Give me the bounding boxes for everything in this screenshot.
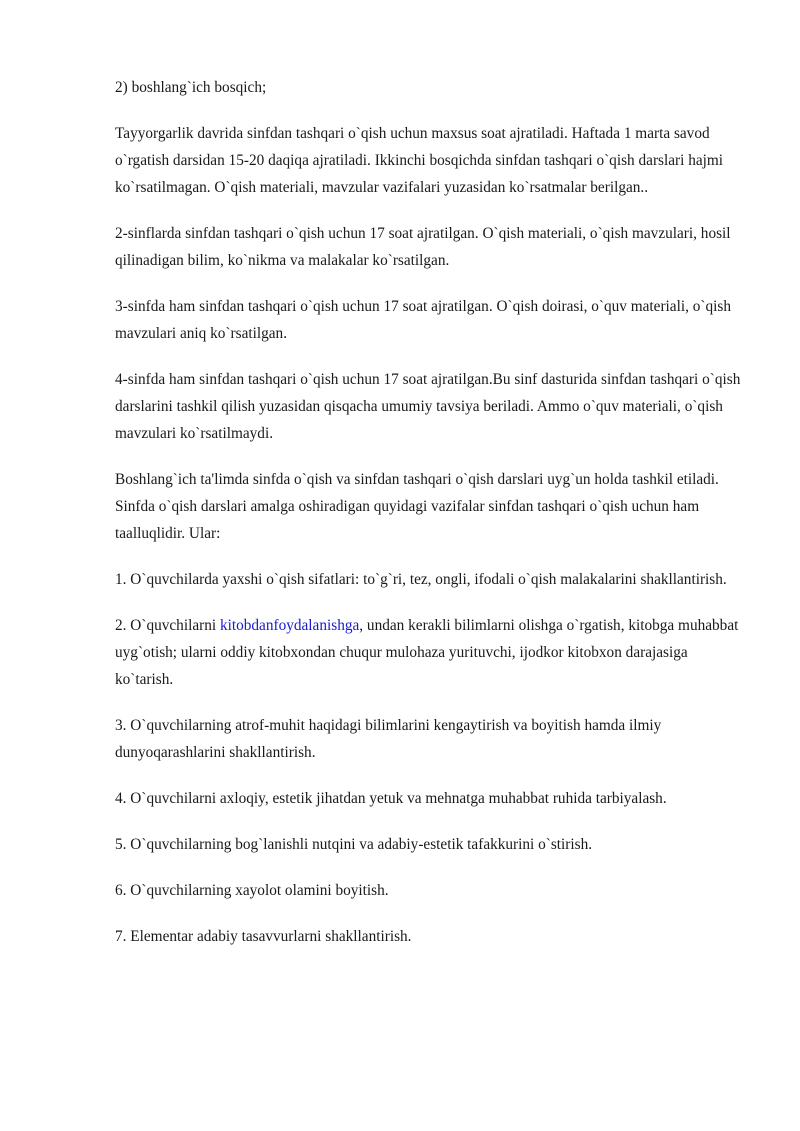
paragraph-preparation-period: Tayyorgarlik davrida sinfdan tashqari o`qish uchun maxsus soat ajratiladi. Haftada 1 marta savod o`rgatish darsidan 15-20 daqiqa ajratiladi. Ikkinchi bosqichda sinfdan tashqari o`qish darslari hajmi ko`rsatilmagan. O`qish materiali, mavzular vazifalari yuzasidan ko`rsatmalar berilgan..: [115, 125, 724, 196]
list-item-6: 6. O`quvchilarning xayolot olamini boyitish.: [115, 882, 389, 899]
list-item-1: 1. O`quvchilarda yaxshi o`qish sifatlari: to`g`ri, tez, ongli, ifodali o`qish malakalarini shakllantirish.: [115, 571, 727, 588]
list-item-2-text-after: , undan kerakli bilimlarni olishga o`rgatish, kitobga muhabbat uyg`otish; ularni oddiy kitobxondan chuqur mulohaza yurituvchi, ijodkor kitobxon darajasiga ko`tarish.: [115, 617, 739, 688]
list-item-2-text-before: 2. O`quvchilarni: [115, 617, 220, 634]
list-item-7: 7. Elementar adabiy tasavvurlarni shakllantirish.: [115, 928, 412, 945]
list-item-2: [115, 612, 747, 693]
paragraph-grade-4: 4-sinfda ham sinfdan tashqari o`qish uchun 17 soat ajratilgan.Bu sinf dasturida sinfdan tashqari o`qish darslarini tashkil qilish yuzasidan qisqacha umumiy tavsiya beriladi. Ammo o`quv materiali, o`qish mavzulari ko`rsatilmaydi.: [115, 371, 741, 442]
book-usage-link[interactable]: kitobdanfoydalanishga: [219, 617, 360, 634]
paragraph-grade-2: 2-sinflarda sinfdan tashqari o`qish uchun 17 soat ajratilgan. O`qish materiali, o`qish mavzulari, hosil qilinadigan bilim, ko`nikma va malakalar ko`rsatilgan.: [115, 225, 731, 269]
paragraph-grade-3: 3-sinfda ham sinfdan tashqari o`qish uchun 17 soat ajratilgan. O`qish doirasi, o`quv materiali, o`qish mavzulari aniq ko`rsatilgan.: [115, 298, 731, 342]
list-item-3: 3. O`quvchilarning atrof-muhit haqidagi bilimlarini kengaytirish va boyitish hamda ilmiy dunyoqarashlarini shakllantirish.: [115, 717, 662, 761]
paragraph-primary-education: Boshlang`ich ta'limda sinfda o`qish va sinfdan tashqari o`qish darslari uyg`un holda tashkil etiladi. Sinfda o`qish darslari amalga oshiradigan quyidagi vazifalar sinfdan tashqari o`qish uchun ham taalluqlidir. Ular:: [115, 471, 719, 542]
list-item-4: 4. O`quvchilarni axloqiy, estetik jihatdan yetuk va mehnatga muhabbat ruhida tarbiyalash.: [115, 790, 667, 807]
section-heading: 2) boshlang`ich bosqich;: [115, 79, 267, 96]
list-item-5: 5. O`quvchilarning bog`lanishli nutqini va adabiy-estetik tafakkurini o`stirish.: [115, 836, 593, 853]
document-page: [115, 74, 747, 969]
